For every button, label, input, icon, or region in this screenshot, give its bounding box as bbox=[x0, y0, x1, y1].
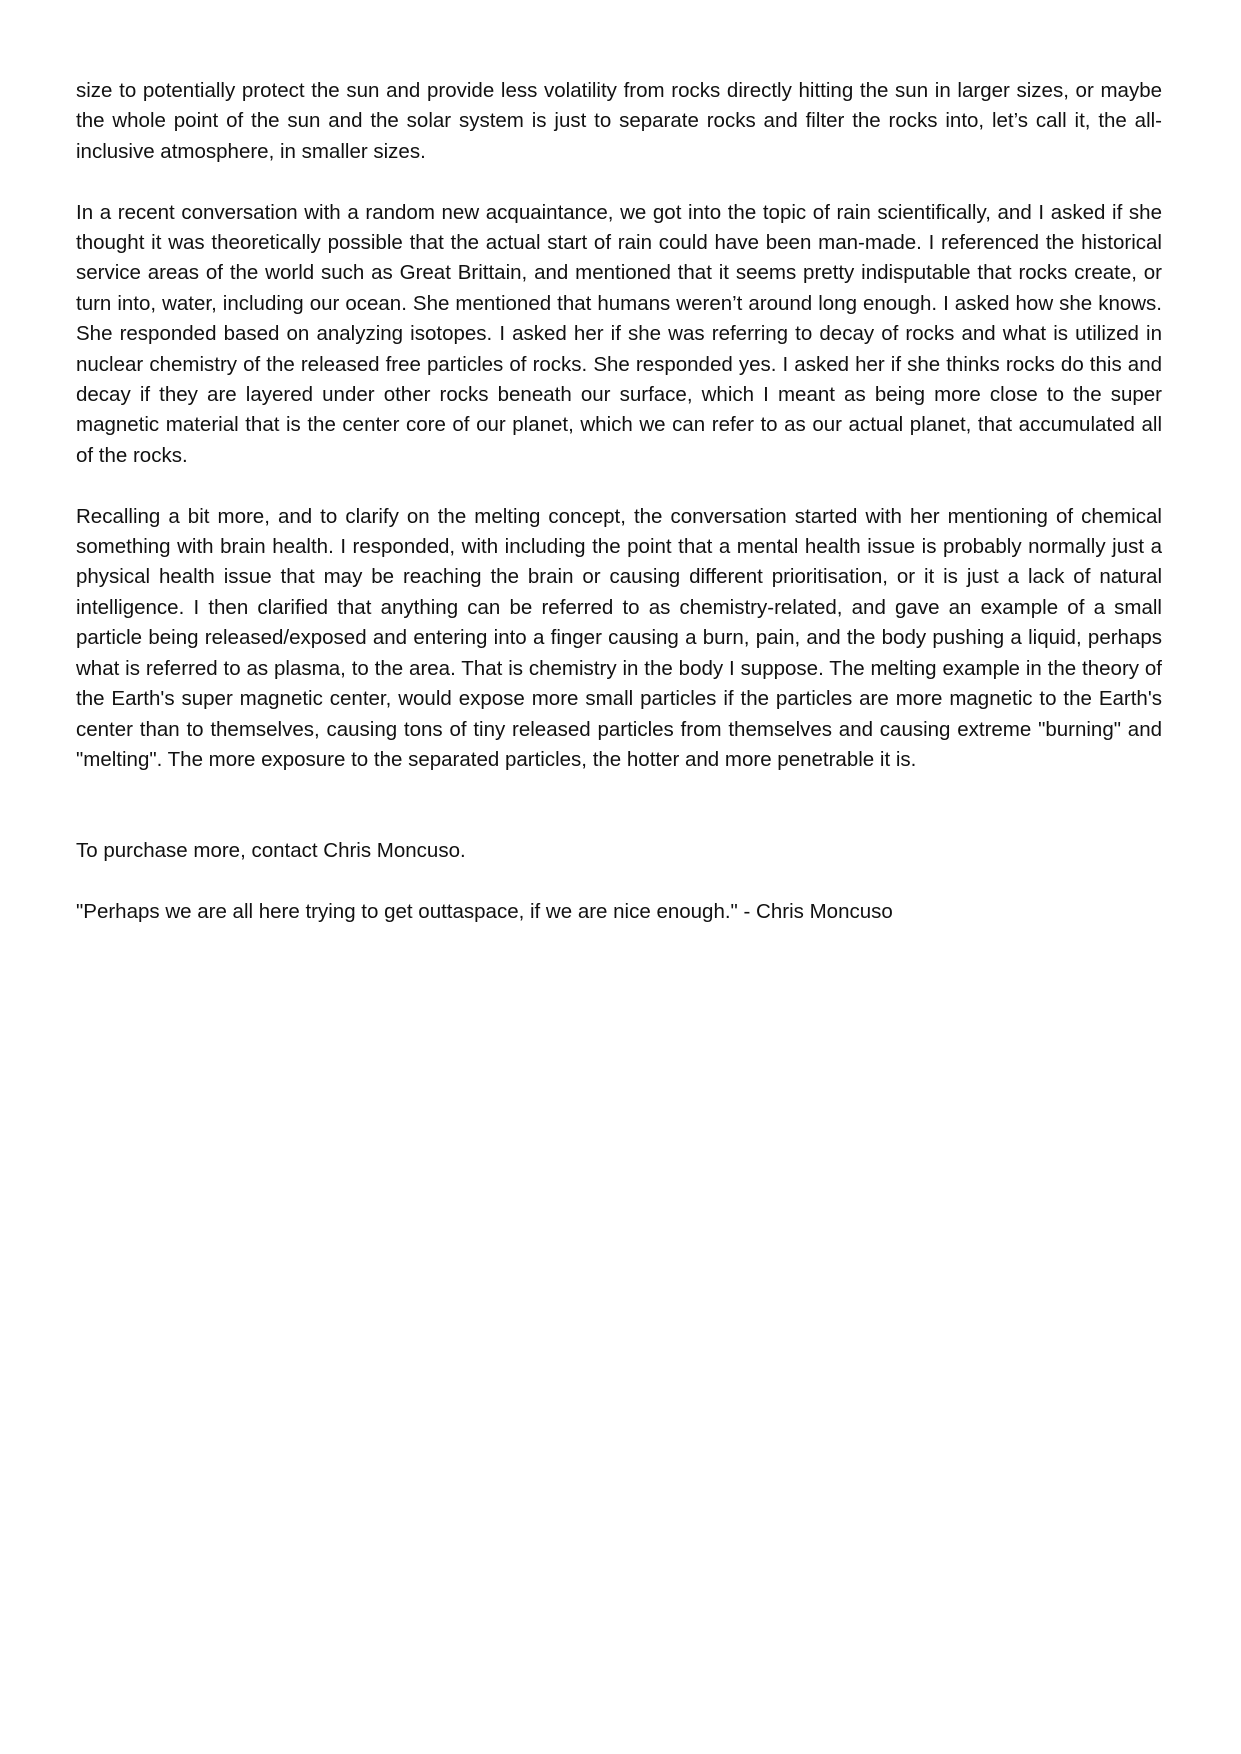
document-body bbox=[76, 76, 1162, 957]
purchase-contact-line: To purchase more, contact Chris Moncuso. bbox=[76, 838, 466, 862]
section-spacer bbox=[76, 806, 1162, 836]
paragraph-rain-conversation: In a recent conversation with a random new acquaintance, we got into the topic of rain scientifically, and I asked if she thought it was theoretically possible that the actual start of rain could have been man-made. I referenced the historical service areas of the world such as Great Brittain, and mentioned that it seems pretty indisputable that rocks create, or turn into, water, including our ocean. She mentioned that humans weren’t around long enough. I asked how she knows. She responded based on analyzing isotopes. I asked her if she was referring to decay of rocks and what is utilized in nuclear chemistry of the released free particles of rocks. She responded yes. I asked her if she thinks rocks do this and decay if they are layered under other rocks beneath our surface, which I meant as being more close to the super magnetic material that is the center core of our planet, which we can refer to as our actual planet, that accumulated all of the rocks. bbox=[76, 200, 1162, 467]
paragraph-melting-concept: Recalling a bit more, and to clarify on the melting concept, the conversation started with her mentioning of chemical something with brain health. I responded, with including the point that a mental health issue is probably normally just a physical health issue that may be reaching the brain or causing different prioritisation, or it is just a lack of natural intelligence. I then clarified that anything can be referred to as chemistry-related, and gave an example of a small particle being released/exposed and entering into a finger causing a burn, pain, and the body pushing a liquid, perhaps what is referred to as plasma, to the area. That is chemistry in the body I suppose. The melting example in the theory of the Earth's super magnetic center, would expose more small particles if the particles are more magnetic to the Earth's center than to themselves, causing tons of tiny released particles from themselves and causing extreme "burning" and "melting". The more exposure to the separated particles, the hotter and more penetrable it is. bbox=[76, 504, 1162, 771]
paragraph-sun-rocks: size to potentially protect the sun and provide less volatility from rocks directly hitting the sun in larger sizes, or maybe the whole point of the sun and the solar system is just to separate rocks and filter the rocks into, let’s call it, the all-inclusive atmosphere, in smaller sizes. bbox=[76, 79, 1162, 163]
closing-quote: "Perhaps we are all here trying to get outtaspace, if we are nice enough." - Chris Moncuso bbox=[76, 899, 893, 923]
